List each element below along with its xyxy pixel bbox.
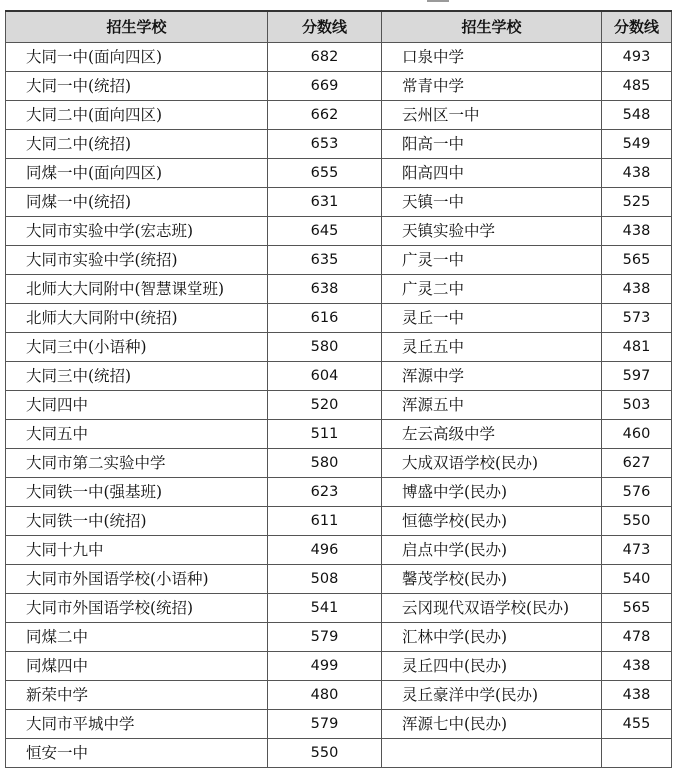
right-school-cell: 天镇一中 — [382, 188, 602, 217]
right-school-cell: 馨茂学校(民办) — [382, 565, 602, 594]
right-score-cell: 438 — [602, 275, 672, 304]
right-school-cell: 博盛中学(民办) — [382, 478, 602, 507]
right-school-cell: 灵丘豪洋中学(民办) — [382, 681, 602, 710]
right-school-cell: 灵丘一中 — [382, 304, 602, 333]
right-score-cell: 473 — [602, 536, 672, 565]
left-school-cell: 大同三中(小语种) — [6, 333, 268, 362]
admission-score-table — [5, 10, 672, 768]
right-score-cell: 573 — [602, 304, 672, 333]
right-score-cell: 540 — [602, 565, 672, 594]
right-score-cell: 548 — [602, 101, 672, 130]
right-school-cell: 浑源五中 — [382, 391, 602, 420]
left-score-cell: 616 — [268, 304, 382, 333]
header-school-right: 招生学校 — [382, 11, 602, 43]
table-row — [6, 101, 672, 130]
table-row — [6, 333, 672, 362]
left-school-cell: 同煤二中 — [6, 623, 268, 652]
table-row — [6, 130, 672, 159]
left-school-cell: 大同十九中 — [6, 536, 268, 565]
left-score-cell: 623 — [268, 478, 382, 507]
table-header-row — [6, 11, 672, 43]
right-school-cell: 阳高四中 — [382, 159, 602, 188]
table-row — [6, 43, 672, 72]
right-score-cell: 438 — [602, 159, 672, 188]
right-school-cell: 左云高级中学 — [382, 420, 602, 449]
table-row — [6, 710, 672, 739]
left-school-cell: 大同铁一中(统招) — [6, 507, 268, 536]
table-row — [6, 362, 672, 391]
header-score-left: 分数线 — [268, 11, 382, 43]
left-score-cell: 508 — [268, 565, 382, 594]
left-school-cell: 大同一中(统招) — [6, 72, 268, 101]
table-row — [6, 420, 672, 449]
right-score-cell: 565 — [602, 594, 672, 623]
left-school-cell: 同煤四中 — [6, 652, 268, 681]
left-score-cell: 550 — [268, 739, 382, 768]
right-score-cell: 438 — [602, 652, 672, 681]
right-school-cell: 汇林中学(民办) — [382, 623, 602, 652]
left-score-cell: 653 — [268, 130, 382, 159]
table-row — [6, 565, 672, 594]
left-school-cell: 大同一中(面向四区) — [6, 43, 268, 72]
table-row — [6, 652, 672, 681]
right-score-cell: 485 — [602, 72, 672, 101]
right-school-cell: 天镇实验中学 — [382, 217, 602, 246]
right-score-cell: 597 — [602, 362, 672, 391]
table-row — [6, 72, 672, 101]
left-score-cell: 580 — [268, 449, 382, 478]
right-school-cell: 大成双语学校(民办) — [382, 449, 602, 478]
table-row — [6, 449, 672, 478]
left-score-cell: 604 — [268, 362, 382, 391]
right-school-cell: 灵丘五中 — [382, 333, 602, 362]
right-school-cell: 云冈现代双语学校(民办) — [382, 594, 602, 623]
right-score-cell: 550 — [602, 507, 672, 536]
right-school-cell: 常青中学 — [382, 72, 602, 101]
left-school-cell: 大同二中(面向四区) — [6, 101, 268, 130]
table-body — [6, 43, 672, 768]
right-school-cell: 广灵二中 — [382, 275, 602, 304]
table-row — [6, 478, 672, 507]
table-row — [6, 275, 672, 304]
table-row — [6, 159, 672, 188]
right-school-cell: 灵丘四中(民办) — [382, 652, 602, 681]
left-score-cell: 682 — [268, 43, 382, 72]
left-school-cell: 大同铁一中(强基班) — [6, 478, 268, 507]
table-row — [6, 536, 672, 565]
right-score-cell — [602, 739, 672, 768]
right-score-cell: 493 — [602, 43, 672, 72]
top-edge-mark — [427, 0, 449, 2]
left-school-cell: 大同四中 — [6, 391, 268, 420]
left-score-cell: 579 — [268, 623, 382, 652]
left-school-cell: 大同市外国语学校(小语种) — [6, 565, 268, 594]
left-school-cell: 大同二中(统招) — [6, 130, 268, 159]
right-score-cell: 481 — [602, 333, 672, 362]
right-score-cell: 565 — [602, 246, 672, 275]
left-score-cell: 655 — [268, 159, 382, 188]
right-school-cell: 云州区一中 — [382, 101, 602, 130]
right-school-cell: 阳高一中 — [382, 130, 602, 159]
left-score-cell: 635 — [268, 246, 382, 275]
right-score-cell: 438 — [602, 217, 672, 246]
left-score-cell: 645 — [268, 217, 382, 246]
table-row — [6, 217, 672, 246]
left-score-cell: 662 — [268, 101, 382, 130]
table-row — [6, 246, 672, 275]
right-school-cell: 恒德学校(民办) — [382, 507, 602, 536]
left-school-cell: 恒安一中 — [6, 739, 268, 768]
table-row — [6, 681, 672, 710]
right-school-cell: 口泉中学 — [382, 43, 602, 72]
right-school-cell: 启点中学(民办) — [382, 536, 602, 565]
right-score-cell: 460 — [602, 420, 672, 449]
table-row — [6, 188, 672, 217]
left-school-cell: 大同市第二实验中学 — [6, 449, 268, 478]
table-row — [6, 623, 672, 652]
right-score-cell: 438 — [602, 681, 672, 710]
left-score-cell: 541 — [268, 594, 382, 623]
right-school-cell — [382, 739, 602, 768]
left-score-cell: 669 — [268, 72, 382, 101]
left-score-cell: 496 — [268, 536, 382, 565]
left-school-cell: 北师大大同附中(统招) — [6, 304, 268, 333]
right-score-cell: 627 — [602, 449, 672, 478]
right-school-cell: 广灵一中 — [382, 246, 602, 275]
right-school-cell: 浑源中学 — [382, 362, 602, 391]
left-score-cell: 611 — [268, 507, 382, 536]
header-score-right: 分数线 — [602, 11, 672, 43]
table-row — [6, 304, 672, 333]
right-score-cell: 525 — [602, 188, 672, 217]
left-score-cell: 511 — [268, 420, 382, 449]
left-school-cell: 同煤一中(面向四区) — [6, 159, 268, 188]
right-score-cell: 576 — [602, 478, 672, 507]
table-row — [6, 739, 672, 768]
left-school-cell: 大同市实验中学(宏志班) — [6, 217, 268, 246]
right-score-cell: 549 — [602, 130, 672, 159]
table-row — [6, 391, 672, 420]
table-row — [6, 507, 672, 536]
left-score-cell: 579 — [268, 710, 382, 739]
left-school-cell: 大同市实验中学(统招) — [6, 246, 268, 275]
left-school-cell: 新荣中学 — [6, 681, 268, 710]
left-school-cell: 同煤一中(统招) — [6, 188, 268, 217]
left-score-cell: 520 — [268, 391, 382, 420]
table-row — [6, 594, 672, 623]
left-school-cell: 大同五中 — [6, 420, 268, 449]
left-score-cell: 499 — [268, 652, 382, 681]
left-score-cell: 631 — [268, 188, 382, 217]
left-score-cell: 480 — [268, 681, 382, 710]
header-school-left: 招生学校 — [6, 11, 268, 43]
left-school-cell: 大同市平城中学 — [6, 710, 268, 739]
right-score-cell: 455 — [602, 710, 672, 739]
left-school-cell: 大同三中(统招) — [6, 362, 268, 391]
left-school-cell: 大同市外国语学校(统招) — [6, 594, 268, 623]
left-school-cell: 北师大大同附中(智慧课堂班) — [6, 275, 268, 304]
right-score-cell: 478 — [602, 623, 672, 652]
right-score-cell: 503 — [602, 391, 672, 420]
right-school-cell: 浑源七中(民办) — [382, 710, 602, 739]
left-score-cell: 638 — [268, 275, 382, 304]
left-score-cell: 580 — [268, 333, 382, 362]
